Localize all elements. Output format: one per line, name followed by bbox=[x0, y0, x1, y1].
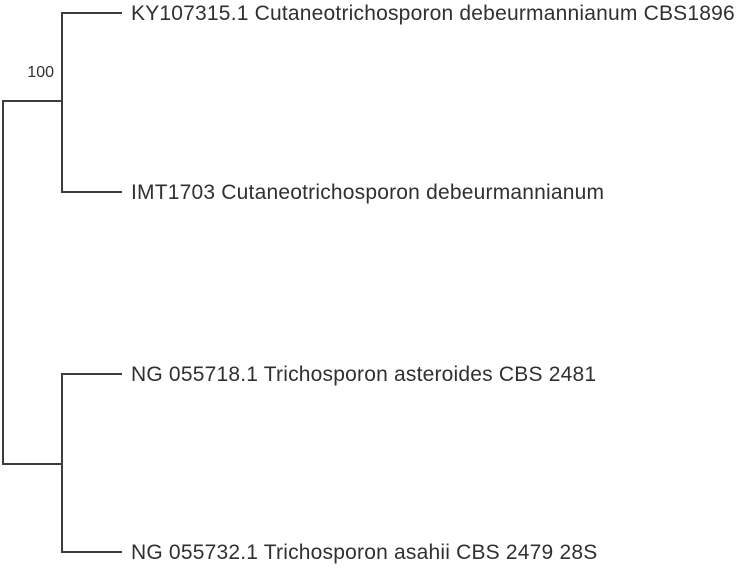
taxon-label-4: NG 055732.1 Trichosporon asahii CBS 2479 28S bbox=[131, 541, 598, 564]
branch-line-taxon-2 bbox=[61, 191, 122, 193]
branch-line-taxon-1 bbox=[61, 12, 122, 14]
taxon-label-1: KY107315.1 Cutaneotrichosporon debeurmannianum CBS1896 bbox=[131, 2, 735, 25]
lower-clade-connector-line bbox=[2, 463, 63, 465]
taxon-label-3: NG 055718.1 Trichosporon asteroides CBS 2481 bbox=[131, 363, 597, 386]
upper-clade-connector-line bbox=[2, 100, 63, 102]
bootstrap-value: 100 bbox=[27, 64, 54, 81]
root-vertical-line bbox=[2, 100, 4, 465]
upper-clade-vertical-line bbox=[61, 12, 63, 193]
branch-line-taxon-4 bbox=[61, 551, 122, 553]
branch-line-taxon-3 bbox=[61, 373, 122, 375]
taxon-label-2: IMT1703 Cutaneotrichosporon debeurmannianum bbox=[131, 181, 605, 204]
lower-clade-vertical-line bbox=[61, 373, 63, 553]
